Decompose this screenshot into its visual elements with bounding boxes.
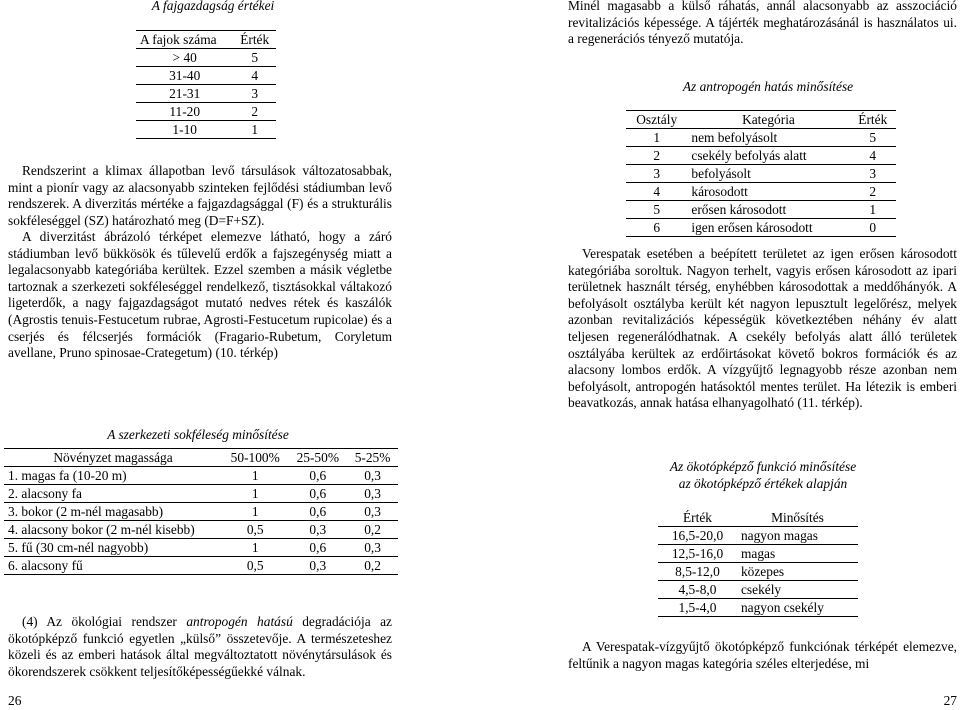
- table-cell: 4,5-8,0: [658, 581, 737, 599]
- table-title-antropogen: Az antropogén hatás minősítése: [682, 79, 854, 94]
- table-cell: 0,3: [347, 539, 398, 557]
- table-cell: csekély befolyás alatt: [687, 147, 849, 165]
- header-fajok-szama: A fajok száma: [136, 31, 233, 49]
- table-cell: 1-10: [136, 121, 233, 139]
- table-row: [658, 527, 858, 545]
- table-row: [4, 521, 398, 539]
- paragraph-text: (4) Az ökológiai rendszer: [22, 614, 187, 629]
- table-cell: 3: [626, 165, 687, 183]
- table-cell: 1: [626, 129, 687, 147]
- table-row: [136, 67, 276, 85]
- header-50-100: 50-100%: [222, 449, 288, 467]
- table-row: [4, 503, 398, 521]
- table-cell: nem befolyásolt: [687, 129, 849, 147]
- table-cell: 0,5: [222, 557, 288, 575]
- table-cell: 1: [850, 201, 896, 219]
- table-cell: 4: [233, 67, 276, 85]
- paragraph-verespatak: Verespatak esetében a beépített területet az igen erősen károsodott kategóriába soroltuk. Nagyon terhelt, vagyis erősen károsodott az ipari területnek használt térség, enyhébben károsodottak a meddőhányók. A befolyásolt osztályba került két nagyon lepusztult legelőrész, melyek azonban revitalizációs képességük következtében néhány év alatt teljesen regenerálódhatnak. A csekély befolyás alatt álló területek osztályába kerültek az erdőirtásokat követő bokros formációk és az alacsony lombos erdők. A vízgyűjtő legnagyobb része azonban nem befolyásolt, antropogén hatásoktól mentes terület. Ha létezik is emberi beavatkozás, annak hatása elhanyagolható (11. térkép).: [568, 246, 957, 411]
- table-header-row: [658, 509, 858, 527]
- table-cell: 0,6: [288, 467, 347, 485]
- table-cell: nagyon magas: [737, 527, 858, 545]
- table-title-fajgazdagsag: A fajgazdagság értékei: [151, 0, 275, 13]
- header-ertek: Érték: [850, 111, 896, 129]
- table-row: [626, 183, 896, 201]
- table-cell: 0,3: [347, 485, 398, 503]
- table-cell: 0,3: [288, 521, 347, 539]
- table-row: [626, 147, 896, 165]
- header-kategoria: Kategória: [687, 111, 849, 129]
- okotop-table: [658, 509, 858, 617]
- table-row: [658, 581, 858, 599]
- table-row: [658, 563, 858, 581]
- header-25-50: 25-50%: [288, 449, 347, 467]
- emphasis-antropogen: antropogén hatású: [186, 614, 293, 629]
- table-cell: közepes: [737, 563, 858, 581]
- table-row: [136, 121, 276, 139]
- paragraph-okotop-terkep: A Verespatak-vízgyűjtő ökotópképző funkciónak térképét elemezve, feltűnik a nagyon magas kategória széles elterjedése, mi: [568, 639, 957, 671]
- table-header-row: [626, 111, 896, 129]
- table-row: [658, 599, 858, 617]
- table-cell: 1: [222, 503, 288, 521]
- table-row: [4, 485, 398, 503]
- table-cell: károsodott: [687, 183, 849, 201]
- page-number-left: 26: [8, 693, 22, 708]
- table-header-row: [136, 31, 276, 49]
- table-row: [626, 165, 896, 183]
- table-cell: 1: [222, 539, 288, 557]
- table-cell: 3: [850, 165, 896, 183]
- table-cell: 4: [850, 147, 896, 165]
- right-page: [568, 0, 957, 709]
- table-title-okotop-1: Az ökotópképző funkció minősítése: [669, 459, 857, 474]
- table-title-szerkezeti: A szerkezeti sokféleség minősítése: [107, 427, 289, 442]
- table-cell: 6: [626, 219, 687, 237]
- table-row: [136, 49, 276, 67]
- table-cell: 5: [626, 201, 687, 219]
- table-cell: 21-31: [136, 85, 233, 103]
- table-cell: 0,6: [288, 539, 347, 557]
- table-cell: 4. alacsony bokor (2 m-nél kisebb): [4, 521, 222, 539]
- table-cell: 1: [222, 485, 288, 503]
- paragraph-diverzitas: A diverzitást ábrázoló térképet elemezve látható, hogy a záró stádiumban levő bükkösök és tűlevelű erdők a fajszegénység miatt a legalacsonyabb kategóriába kerültek. Ezzel szemben a másik végletbe tartoznak a szerkezeti sokféleséggel rendelkező, tisztásokkal váltakozó ligeterdők, a nagy fajgazdagságot mutató nedves rétek és kaszálók (Agrostis tenuis-Festucetum rubrae, Agrosti-Festucetum rupicolae) és a cserjés és félcserjés formációk (Fragario-Rubetum, Coryletum avellane, Pruno spinosae-Crategetum) (10. térkép): [8, 229, 392, 361]
- table-cell: 1: [222, 467, 288, 485]
- table-cell: 4: [626, 183, 687, 201]
- table-cell: 0,2: [347, 557, 398, 575]
- table-cell: 3. bokor (2 m-nél magasabb): [4, 503, 222, 521]
- table-cell: 31-40: [136, 67, 233, 85]
- table-row: [4, 557, 398, 575]
- table-cell: 0,6: [288, 503, 347, 521]
- table-cell: 0: [850, 219, 896, 237]
- table-cell: 0,5: [222, 521, 288, 539]
- table-cell: igen erősen károsodott: [687, 219, 849, 237]
- table-cell: > 40: [136, 49, 233, 67]
- table-cell: 0,3: [347, 503, 398, 521]
- table-row: [4, 467, 398, 485]
- table-row: [658, 545, 858, 563]
- paragraph-antropogen-degradacio: [8, 614, 392, 680]
- table-cell: 12,5-16,0: [658, 545, 737, 563]
- table-cell: 5. fű (30 cm-nél nagyobb): [4, 539, 222, 557]
- table-cell: 5: [233, 49, 276, 67]
- paragraph-text: degradációja az ökotópképző funkció egyetlen „külső” összetevője. A természeteshez közeli és az emberi hatások által megváltoztatott növénytársulások és ökorendszerek csökkent teljesítőképességűekké válnak.: [8, 614, 393, 679]
- paragraph-kulso-rahatas: Minél magasabb a külső ráhatás, annál alacsonyabb az asszociáció revitalizációs képessége. A tájérték meghatározásánál is használatos ui. a regenerációs tényező mutatója.: [568, 0, 957, 47]
- table-cell: 6. alacsony fű: [4, 557, 222, 575]
- table-cell: 1,5-4,0: [658, 599, 737, 617]
- header-novenyzet: Növényzet magassága: [4, 449, 222, 467]
- table-cell: csekély: [737, 581, 858, 599]
- table-row: [626, 201, 896, 219]
- header-osztaly: Osztály: [626, 111, 687, 129]
- header-minosites: Minősítés: [737, 509, 858, 527]
- antropogen-table: [626, 110, 896, 237]
- table-cell: 2. alacsony fa: [4, 485, 222, 503]
- table-cell: 5: [850, 129, 896, 147]
- table-cell: 0,3: [288, 557, 347, 575]
- table-row: [4, 539, 398, 557]
- table-cell: nagyon csekély: [737, 599, 858, 617]
- table-cell: 0,2: [347, 521, 398, 539]
- table-row: [626, 129, 896, 147]
- table-cell: 2: [233, 103, 276, 121]
- header-ertek: Érték: [658, 509, 737, 527]
- table-cell: befolyásolt: [687, 165, 849, 183]
- table-header-row: [4, 449, 398, 467]
- table-cell: 0,3: [347, 467, 398, 485]
- table-cell: 11-20: [136, 103, 233, 121]
- table-row: [626, 219, 896, 237]
- table-cell: magas: [737, 545, 858, 563]
- table-row: [136, 103, 276, 121]
- table-cell: erősen károsodott: [687, 201, 849, 219]
- left-page: [8, 0, 392, 709]
- page-number-right: 27: [943, 693, 957, 708]
- table-cell: 8,5-12,0: [658, 563, 737, 581]
- table-cell: 16,5-20,0: [658, 527, 737, 545]
- paragraph-klimax: Rendszerint a klimax állapotban levő társulások változatosabbak, mint a pionír vagy az alacsonyabb szinteken fejlődési stádiumban levő rendszerek. A diverzitás mértéke a fajgazdagsággal (F) és a strukturális sokféleséggel (SZ) határozható meg (D=F+SZ).: [8, 163, 392, 228]
- table-cell: 1. magas fa (10-20 m): [4, 467, 222, 485]
- table-cell: 3: [233, 85, 276, 103]
- table-cell: 2: [850, 183, 896, 201]
- table-row: [136, 85, 276, 103]
- table-cell: 2: [626, 147, 687, 165]
- table-cell: 1: [233, 121, 276, 139]
- table-title-okotop-2: az ökotópképző értékek alapján: [678, 476, 848, 491]
- header-5-25: 5-25%: [347, 449, 398, 467]
- fajgazdagsag-table: [136, 30, 276, 139]
- table-cell: 0,6: [288, 485, 347, 503]
- header-ertek: Érték: [233, 31, 276, 49]
- szerkezeti-table: [4, 448, 398, 575]
